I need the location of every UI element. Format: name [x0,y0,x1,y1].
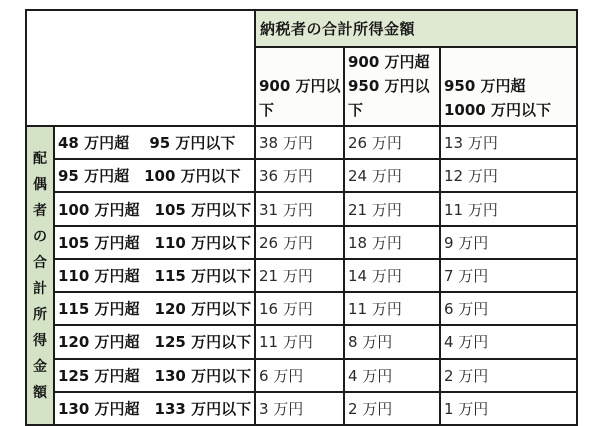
value-cell: 4 万円 [344,359,440,392]
value-cell: 21 万円 [344,192,440,225]
range-cell: 115 万円超 120 万円以下 [54,292,255,325]
value-cell: 24 万円 [344,159,440,192]
value-cell: 3 万円 [255,392,344,425]
spouse-income-vertical-header [26,126,54,425]
value-cell: 16 万円 [255,292,344,325]
range-cell: 120 万円超 125 万円以下 [54,325,255,358]
corner-empty-cell [26,10,255,126]
value-cell: 11 万円 [440,192,577,225]
range-cell: 125 万円超 130 万円以下 [54,359,255,392]
range-cell: 110 万円超 115 万円以下 [54,259,255,292]
value-cell: 13 万円 [440,126,577,159]
value-cell: 38 万円 [255,126,344,159]
vertical-header-text: 配 偶 者 の 合 計 所 得 金 額 [33,150,47,401]
spousal-deduction-table [25,9,578,426]
value-cell: 26 万円 [344,126,440,159]
value-cell: 31 万円 [255,192,344,225]
value-cell: 12 万円 [440,159,577,192]
value-cell: 11 万円 [255,325,344,358]
value-cell: 8 万円 [344,325,440,358]
value-cell: 2 万円 [344,392,440,425]
range-cell: 48 万円超 95 万円以下 [54,126,255,159]
col-header-line: 900 万円超 [348,53,430,71]
col-header-line: 1000 万円以下 [444,101,551,119]
value-cell: 4 万円 [440,325,577,358]
taxpayer-income-header: 納税者の合計所得金額 [255,10,577,47]
value-cell: 26 万円 [255,226,344,259]
value-cell: 36 万円 [255,159,344,192]
col-header-line: 950 万円超 [444,77,526,95]
range-cell: 100 万円超 105 万円以下 [54,192,255,225]
value-cell: 6 万円 [440,292,577,325]
value-cell: 21 万円 [255,259,344,292]
value-cell: 2 万円 [440,359,577,392]
range-cell: 130 万円超 133 万円以下 [54,392,255,425]
col-header-950-to-1000 [440,47,577,126]
value-cell: 14 万円 [344,259,440,292]
value-cell: 6 万円 [255,359,344,392]
value-cell: 1 万円 [440,392,577,425]
value-cell: 18 万円 [344,226,440,259]
col-header-900-to-950 [344,47,440,126]
value-cell: 11 万円 [344,292,440,325]
value-cell: 7 万円 [440,259,577,292]
range-cell: 95 万円超 100 万円以下 [54,159,255,192]
col-header-line: 900 万円以下 [259,77,341,119]
range-cell: 105 万円超 110 万円以下 [54,226,255,259]
col-header-line: 950 万円以下 [348,77,430,119]
col-header-under-900 [255,47,344,126]
value-cell: 9 万円 [440,226,577,259]
